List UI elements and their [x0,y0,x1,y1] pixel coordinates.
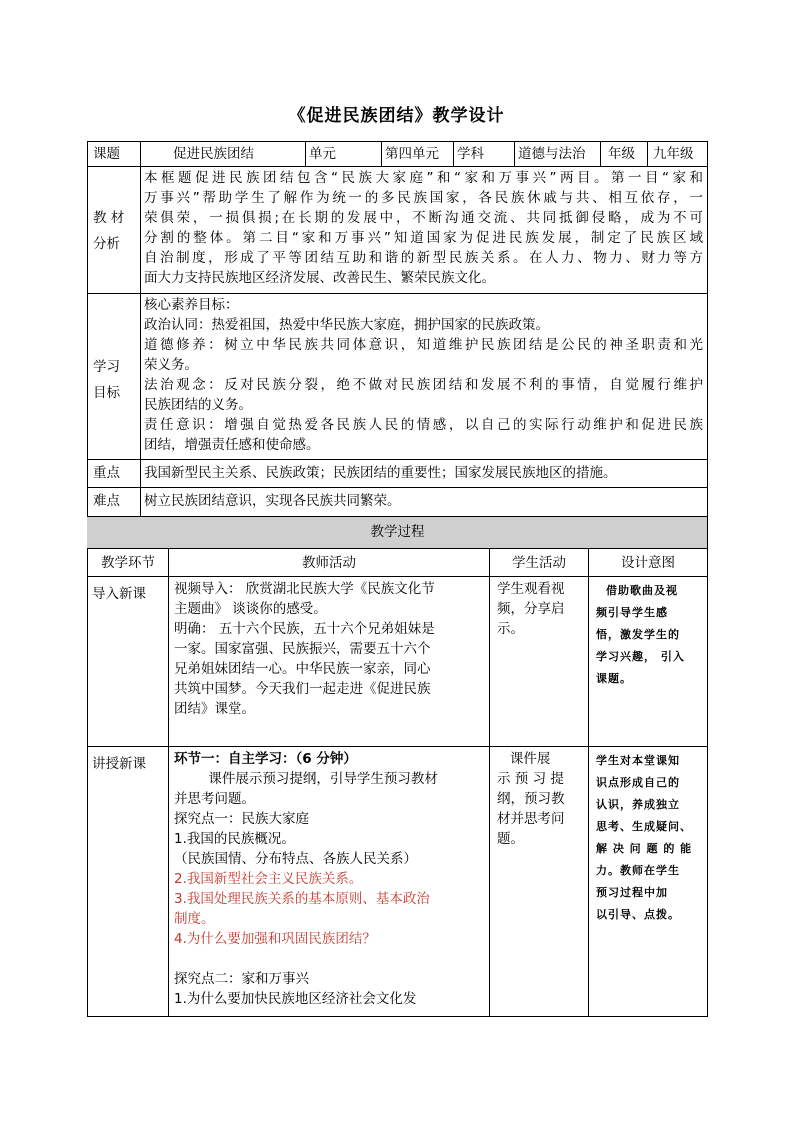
table-border [87,548,88,1017]
student-line: 材并思考问 [497,811,565,827]
analysis-line: 万事兴”帮助学生了解作为统一的多民族国家，各民族休戚与共、相互依存，一 [144,190,703,206]
table-border [140,141,141,517]
teacher-line: 共筑中国梦。今天我们一起走进《促进民族 [174,681,431,697]
intent-line: 频引导学生感 [596,606,668,619]
section-heading: 环节一：自主学习：（6 分钟） [174,751,357,767]
grade-value: 九年级 [653,146,694,162]
goals-label [93,357,137,403]
student-line: 课件展 [497,751,551,767]
intent-line: 以引导、点拨。 [596,908,680,921]
column-header-teacher: 教师活动 [302,555,356,571]
table-border [87,141,708,142]
intent-line: 预习过程中加 [596,886,668,899]
table-border [87,548,708,549]
teacher-line: 1.为什么要加快民族地区经济社会文化发 [174,991,417,1007]
column-header-stage: 教学环节 [101,555,155,571]
intent-line: 解 决 问 题 的 能 [596,842,693,855]
teacher-line: 课件展示预习提纲，引导学生预习教材 [174,771,438,787]
teacher-line-highlight: 3.我国处理民族关系的基本原则、基本政治 [174,891,430,907]
teacher-line-highlight: 2.我国新型社会主义民族关系。 [174,871,363,887]
goals-line: 团结，增强责任感和使命感。 [144,437,320,453]
difficulty-label: 难点 [93,493,120,509]
intent-line: 认识，养成独立 [596,798,680,811]
stage-cell: 讲授新课 [92,756,146,772]
goals-label-line: 目标 [93,385,120,401]
teacher-line-highlight: 制度。 [174,911,215,927]
teacher-line: 团结》课堂。 [174,701,255,717]
intent-line: 悟，激发学生的 [596,628,680,641]
difficulty-text: 树立民族团结意识，实现各民族共同繁荣。 [144,493,401,509]
table-border [707,517,708,1017]
course-value: 促进民族团结 [173,146,254,162]
design-intent [596,580,704,690]
analysis-label-line: 分析 [93,236,120,252]
teacher-line: 明确： 五十六个民族，五十六个兄弟姐妹是 [174,621,435,637]
goals-line: 政治认同：热爱祖国，热爱中华民族大家庭，拥护国家的民族政策。 [144,317,549,333]
subject-value: 道德与法治 [518,146,586,162]
teacher-line: （民族国情、分布特点、各族人民关系） [174,851,417,867]
goals-label-line: 学习 [93,359,120,375]
key-point-label: 重点 [93,465,120,481]
table-border [453,141,454,167]
analysis-line: 自治制度，形成了平等团结互助和谐的新型民族关系。在人力、物力、财力等方 [144,250,703,266]
unit-label: 单元 [309,146,336,162]
table-border [168,548,169,1017]
teacher-line: 1.我国的民族概况。 [174,831,295,847]
intent-line: 学生对本堂课知 [596,754,680,767]
subject-label: 学科 [457,146,484,162]
student-line: 示。 [497,621,524,637]
table-border [381,141,382,167]
teacher-line: 探究点二：家和万事兴 [174,971,309,987]
intent-line: 借助歌曲及视 [606,584,678,597]
analysis-line: 荣俱荣，一损俱损;在长期的发展中，不断沟通交流、共同抵御侵略，成为不可 [144,210,703,226]
goals-line: 责任意识：增强自觉热爱各民族人民的情感，以自己的实际行动维护和促进民族 [144,417,703,433]
goals-line: 核心素养目标： [144,297,239,313]
teacher-line: 一家。国家富强、民族振兴，需要五十六个 [174,641,431,657]
grade-label: 年级 [608,146,635,162]
goals-line: 法治观念：反对民族分裂，绝不做对民族团结和发展不利的事情，自觉履行维护 [144,377,703,393]
student-line: 示 预 习 提 [497,771,564,787]
course-label: 课题 [93,146,120,162]
table-border [707,141,708,517]
table-border [87,746,708,747]
student-line: 学生观看视 [497,581,565,597]
goals-line: 荣义务。 [144,357,198,373]
key-point-text: 我国新型民主关系、民族政策；民族团结的重要性；国家发展民族地区的措施。 [144,465,617,481]
teacher-activity [174,749,484,1015]
analysis-label-line: 教 材 [93,210,125,226]
table-border [600,141,601,167]
table-border [87,166,708,167]
teacher-line-highlight: 4.为什么要加强和巩固民族团结？ [174,931,376,947]
blank-line [174,949,484,969]
design-intent [596,750,704,926]
table-border [87,487,708,488]
table-border [87,141,88,517]
process-header: 教学过程 [370,524,425,540]
teacher-line: 主题曲》 谈谈你的感受。 [174,601,327,617]
goals-line: 民族团结的义务。 [144,397,252,413]
intent-line: 思考、生成疑问、 [596,820,692,833]
table-border [647,141,648,167]
teacher-line: 视频导入： 欣赏湖北民族大学《民族文化节 [174,581,435,597]
student-activity [497,749,585,849]
intent-line: 识点形成自己的 [596,776,680,789]
student-line: 纲，预习教 [497,791,565,807]
intent-line: 学习兴趣， 引入 [596,650,685,663]
table-border [514,141,515,167]
student-line: 频，分享启 [497,601,565,617]
teacher-line: 兄弟姐妹团结一心。中华民族一家亲，同心 [174,661,431,677]
intent-line: 力。教师在学生 [596,864,680,877]
table-border [87,293,708,294]
table-border [87,576,708,577]
table-border [87,459,708,460]
stage-cell: 导入新课 [92,586,146,602]
column-header-intent: 设计意图 [621,555,675,571]
table-border [588,548,589,1017]
table-border [305,141,306,167]
analysis-line: 本框题促进民族团结包含“民族大家庭”和“家和万事兴”两目。第一目“家和 [144,170,703,186]
analysis-label [93,208,137,254]
analysis-line: 分割的整体。第二目“家和万事兴”知道国家为促进民族发展，制定了民族区域 [144,230,703,246]
table-border [489,548,490,1017]
table-border [87,1016,708,1017]
teacher-line: 探究点一：民族大家庭 [174,811,309,827]
unit-value: 第四单元 [385,146,439,162]
column-header-student: 学生活动 [512,555,566,571]
analysis-text [144,168,703,288]
document-title: 《促进民族团结》教学设计 [288,106,505,126]
student-activity [497,579,585,639]
goals-line: 道德修养：树立中华民族共同体意识，知道维护民族团结是公民的神圣职责和光 [144,337,703,353]
intent-line: 课题。 [596,672,632,685]
student-line: 题。 [497,831,524,847]
teacher-activity [174,579,484,719]
goals-text [144,295,703,455]
analysis-line: 面大力支持民族地区经济发展、改善民生、繁荣民族文化。 [144,270,495,286]
teacher-line: 并思考问题。 [174,791,255,807]
